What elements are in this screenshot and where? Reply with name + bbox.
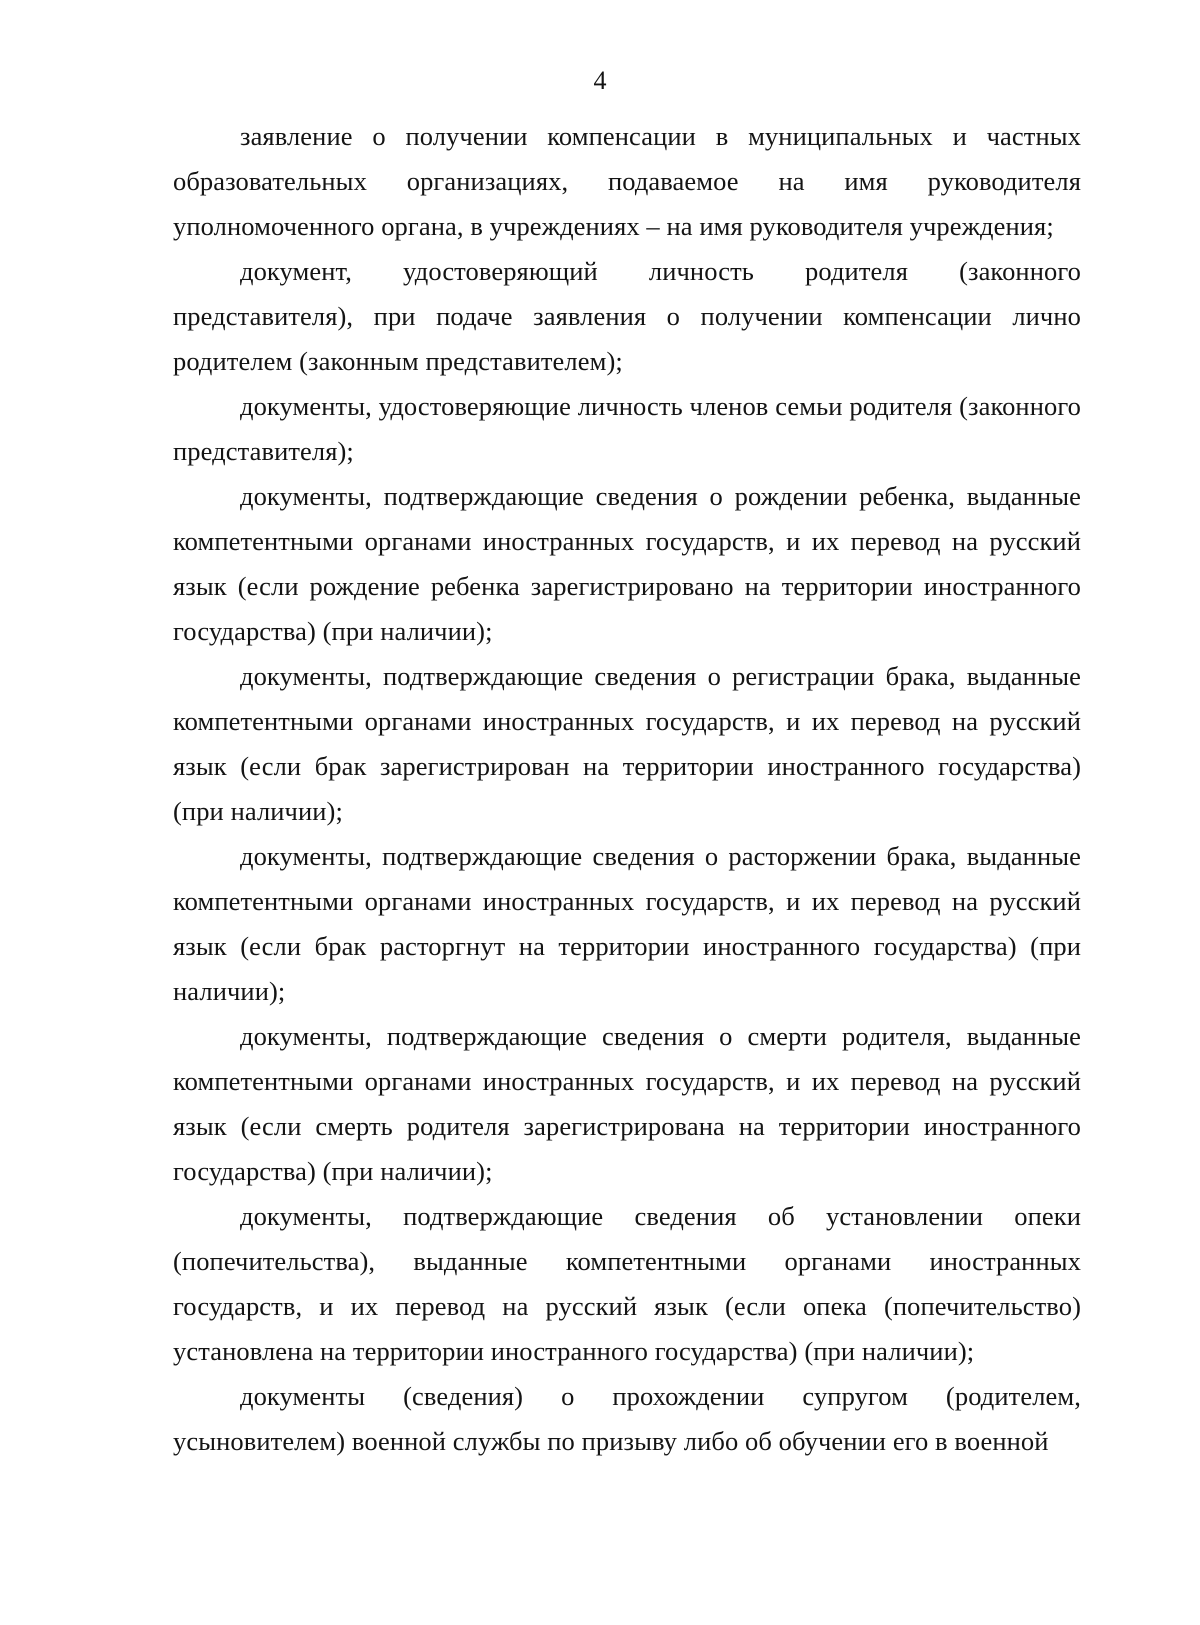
paragraph-guardianship-documents: документы, подтверждающие сведения об установлении опеки (попечительства), выданные компетентными органами иностранных государств, и их перевод на русский язык (если опека (попечительство) установлена на территории иностранного государства) (при наличии); <box>173 1201 1081 1366</box>
paragraph-identity-document: документ, удостоверяющий личность родителя (законного представителя), при подаче заявления о получении компенсации лично родителем (законным представителем); <box>173 256 1081 376</box>
document-body <box>173 114 1081 1464</box>
paragraph-application: заявление о получении компенсации в муниципальных и частных образовательных организациях, подаваемое на имя руководителя уполномоченного органа, в учреждениях – на имя руководителя учреждения; <box>173 121 1081 241</box>
paragraph-military-service-documents: документы (сведения) о прохождении супругом (родителем, усыновителем) военной службы по призыву либо об обучении его в военной <box>173 1381 1081 1456</box>
paragraph-marriage-documents: документы, подтверждающие сведения о регистрации брака, выданные компетентными органами иностранных государств, и их перевод на русский язык (если брак зарегистрирован на территории иностранного государства) (при наличии); <box>173 661 1081 826</box>
paragraph-family-identity: документы, удостоверяющие личность членов семьи родителя (законного представителя); <box>173 391 1081 466</box>
paragraph-divorce-documents: документы, подтверждающие сведения о расторжении брака, выданные компетентными органами иностранных государств, и их перевод на русский язык (если брак расторгнут на территории иностранного государства) (при наличии); <box>173 841 1081 1006</box>
paragraph-death-documents: документы, подтверждающие сведения о смерти родителя, выданные компетентными органами иностранных государств, и их перевод на русский язык (если смерть родителя зарегистрирована на территории иностранного государства) (при наличии); <box>173 1021 1081 1186</box>
paragraph-birth-documents: документы, подтверждающие сведения о рождении ребенка, выданные компетентными органами иностранных государств, и их перевод на русский язык (если рождение ребенка зарегистрировано на территории иностранного государства) (при наличии); <box>173 481 1081 646</box>
page-number: 4 <box>593 66 607 95</box>
